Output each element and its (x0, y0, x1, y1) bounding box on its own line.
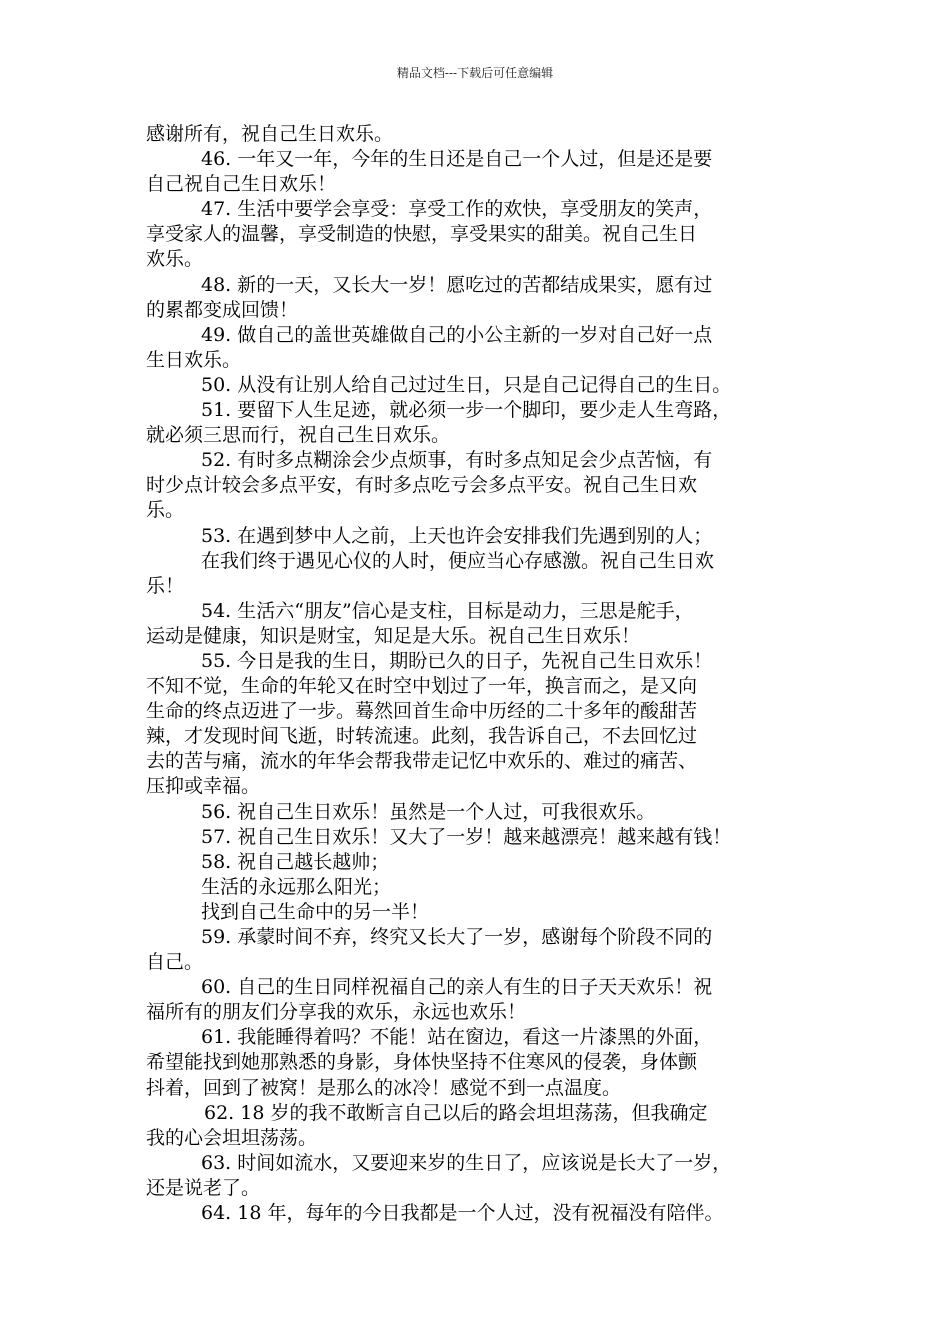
text-line: 生命的终点迈进了一步。蓦然回首生命中历经的二十多年的酸甜苦 (146, 700, 698, 723)
text-line: 时少点计较会多点平安，有时多点吃亏会多点平安。祝自己生日欢 (146, 474, 698, 497)
text-line: 61. 我能睡得着吗？不能！站在窗边，看这一片漆黑的外面， (201, 1026, 713, 1049)
text-line: 运动是健康，知识是财宝，知足是大乐。祝自己生日欢乐！ (146, 624, 641, 647)
text-line: 希望能找到她那熟悉的身影，身体快坚持不住寒风的侵袭，身体颤 (146, 1051, 698, 1074)
text-line: 欢乐。 (146, 248, 204, 271)
text-line: 享受家人的温馨，享受制造的快慰，享受果实的甜美。祝自己生日 (146, 223, 698, 246)
text-line: 自己。 (146, 951, 204, 974)
document-body (146, 122, 814, 1226)
text-line: 去的苦与痛，流水的年华会帮我带走记忆中欢乐的、难过的痛苦、 (146, 750, 698, 773)
text-line: 64. 18 年，每年的今日我都是一个人过，没有祝福没有陪伴。 (201, 1202, 724, 1225)
text-line: 58. 祝自己越长越帅； (201, 850, 390, 873)
text-line: 57. 祝自己生日欢乐！又大了一岁！越来越漂亮！越来越有钱！ (201, 825, 732, 848)
text-line: 福所有的朋友们分享我的欢乐，永远也欢乐！ (146, 1001, 527, 1024)
text-line: 不知不觉，生命的年轮又在时空中划过了一年，换言而之，是又向 (146, 675, 698, 698)
text-line: 抖着，回到了被窝！是那么的冰冷！感觉不到一点温度。 (146, 1076, 622, 1099)
text-line: 46. 一年又一年，今年的生日还是自己一个人过，但是还是要 (201, 148, 713, 171)
text-line: 感谢所有，祝自己生日欢乐。 (146, 123, 394, 145)
text-line: 还是说老了。 (146, 1176, 261, 1199)
text-line: 自己祝自己生日欢乐！ (146, 173, 337, 196)
text-line: 62. 18 岁的我不敢断言自己以后的路会坦坦荡荡，但我确定 (204, 1101, 708, 1124)
text-line: 59. 承蒙时间不弃，终究又长大了一岁，感谢每个阶段不同的 (201, 926, 713, 948)
text-line: 乐。 (146, 499, 185, 522)
text-line: 乐！ (146, 574, 185, 597)
text-line: 压抑或幸福。 (146, 775, 261, 798)
text-line: 我的心会坦坦荡荡。 (146, 1126, 318, 1149)
text-line: 60. 自己的生日同样祝福自己的亲人有生的日子天天欢乐！祝 (201, 976, 713, 999)
page-header: 精品文档---下载后可任意编辑 (396, 66, 554, 80)
text-line: 47. 生活中要学会享受：享受工作的欢快，享受朋友的笑声， (201, 198, 713, 221)
text-line: 52. 有时多点糊涂会少点烦事，有时多点知足会少点苦恼，有 (201, 449, 713, 472)
text-line: 在我们终于遇见心仪的人时，便应当心存感激。祝自己生日欢 (201, 549, 715, 572)
text-line: 49. 做自己的盖世英雄做自己的小公主新的一岁对自己好一点 (201, 323, 713, 346)
text-line: 找到自己生命中的另一半！ (201, 900, 430, 923)
text-line: 的累都变成回馈！ (146, 298, 299, 321)
text-line: 生活的永远那么阳光； (201, 875, 392, 898)
text-line: 生日欢乐。 (146, 348, 242, 371)
text-line: 55. 今日是我的生日，期盼已久的日子，先祝自己生日欢乐！ (201, 649, 713, 672)
text-line: 63. 时间如流水，又要迎来岁的生日了，应该说是长大了一岁， (201, 1151, 732, 1174)
text-line: 51. 要留下人生足迹，就必须一步一个脚印，要少走人生弯路， (201, 399, 732, 422)
text-line: 53. 在遇到梦中人之前，上天也许会安排我们先遇到别的人； (201, 524, 713, 547)
text-line: 就必须三思而行，祝自己生日欢乐。 (146, 424, 451, 447)
text-line: 辣，才发现时间飞逝，时转流速。此刻，我告诉自己，不去回忆过 (146, 725, 698, 748)
text-line: 54. 生活六“朋友”信心是支柱，目标是动力，三思是舵手， (201, 599, 694, 622)
text-line: 56. 祝自己生日欢乐！虽然是一个人过，可我很欢乐。 (201, 800, 656, 823)
text-line: 48. 新的一天，又长大一岁！愿吃过的苦都结成果实，愿有过 (201, 273, 713, 296)
text-line: 50. 从没有让别人给自己过过生日，只是自己记得自己的生日。 (201, 373, 732, 396)
